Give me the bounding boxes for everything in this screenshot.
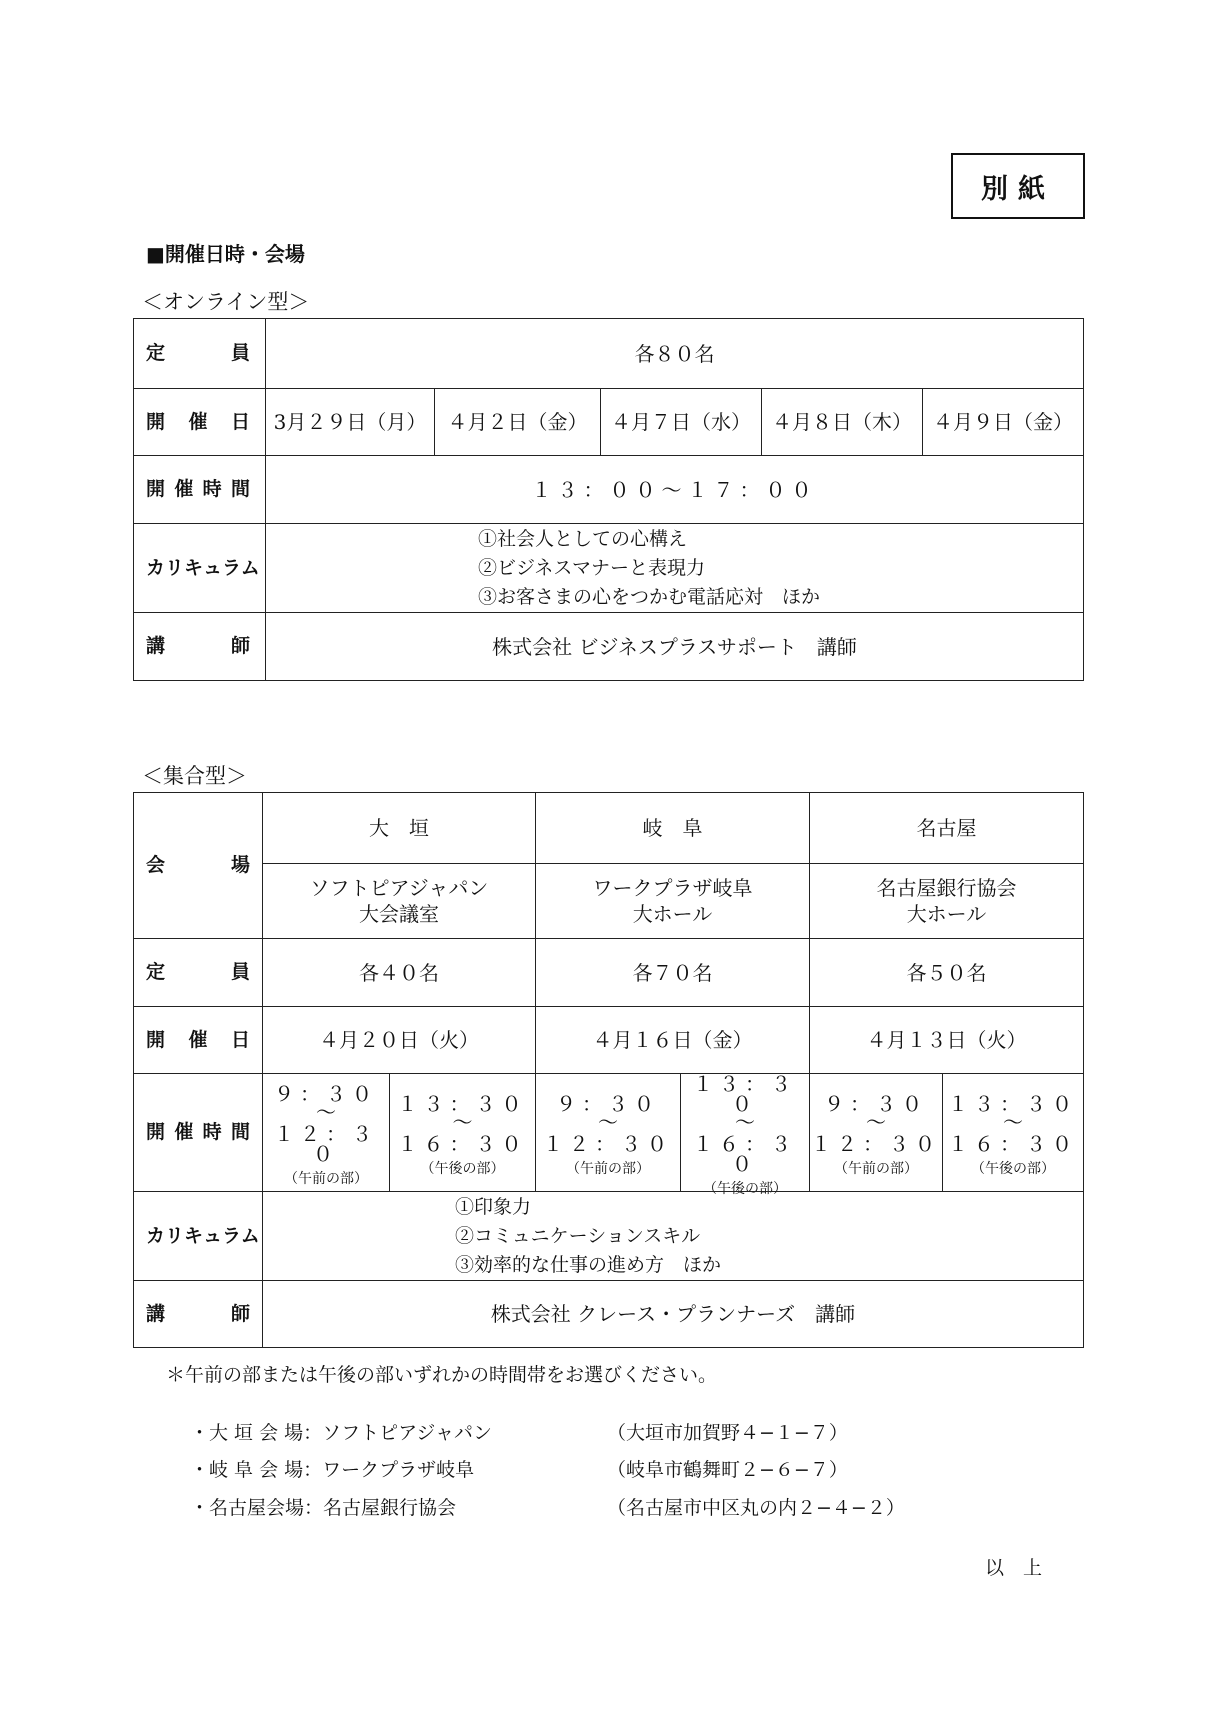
label-char: 間 (230, 1121, 250, 1144)
tilde: 〜 (316, 1099, 336, 1124)
online-capacity-label (133, 318, 266, 389)
label-char: 定 (146, 961, 166, 984)
date-nagoya: ４月１３日（火） (809, 1006, 1084, 1074)
label-char: 催 (188, 1028, 208, 1051)
curriculum-item: ③効率的な仕事の進め方 ほか (455, 1253, 722, 1276)
inperson-date-label (133, 1006, 263, 1074)
time-slot-am (535, 1073, 681, 1192)
inperson-curriculum-label: カリキュラム (133, 1191, 263, 1281)
tilde: 〜 (1003, 1109, 1023, 1134)
venue-gifu (535, 863, 810, 939)
label-char: 開 (146, 1121, 166, 1144)
venue-list-name: ・岐 阜 会 場：ワークプラザ岐阜 (190, 1459, 475, 1481)
inperson-venue-label (133, 792, 263, 939)
label-char: 時 (202, 1121, 222, 1144)
label-char: 催 (174, 1121, 194, 1144)
label-char: 師 (230, 1302, 250, 1325)
inperson-subtitle: ＜集合型＞ (142, 764, 247, 788)
curriculum-item: ③お客さまの心をつかむ電話応対 ほか (478, 585, 821, 608)
tilde: 〜 (866, 1109, 886, 1134)
time-slot-pm (680, 1071, 810, 1197)
online-curriculum (265, 523, 1084, 613)
label-char: 日 (230, 410, 250, 433)
label-char: 講 (146, 635, 166, 658)
inperson-instructor: 株式会社 クレース・プランナーズ 講師 (262, 1280, 1084, 1348)
online-instructor: 株式会社 ビジネスプラスサポート 講師 (265, 612, 1084, 681)
online-date-label (133, 388, 266, 456)
city-ogaki: 大 垣 (262, 792, 536, 864)
tilde: 〜 (735, 1109, 755, 1134)
venue-name: 名古屋銀行協会 (876, 876, 1017, 900)
venue-name: ソフトピアジャパン (309, 876, 489, 900)
session-note: ＊午前の部または午後の部いずれかの時間帯をお選びください。 (166, 1364, 718, 1386)
start-time: ９：３０ (274, 1081, 378, 1106)
label-char: 間 (230, 478, 250, 501)
label-char: 開 (146, 478, 166, 501)
end-time: １２：３０ (274, 1121, 378, 1166)
label-char: 講 (146, 1302, 166, 1325)
online-time-label (133, 455, 266, 524)
time-slot-pm (942, 1073, 1084, 1192)
tilde: 〜 (452, 1109, 473, 1134)
venue-name: ワークプラザ岐阜 (592, 876, 753, 900)
date-gifu: ４月１６日（金） (535, 1006, 810, 1074)
curriculum-item: ①社会人としての心構え (478, 527, 688, 550)
label-char: 会 (146, 854, 166, 877)
session-label: （午前の部） (284, 1170, 368, 1187)
label-char: 員 (230, 342, 250, 365)
online-date: ４月８日（木） (761, 388, 923, 456)
start-time: ９：３０ (556, 1091, 660, 1116)
inperson-curriculum (262, 1191, 1084, 1281)
end-time: １２：３０ (811, 1131, 941, 1156)
online-date: ４月７日（水） (600, 388, 762, 456)
end-time: １６：３０ (693, 1131, 797, 1176)
label-char: 催 (174, 478, 194, 501)
online-time: １３：００〜１７：００ (265, 455, 1084, 524)
date-ogaki: ４月２０日（火） (262, 1006, 536, 1074)
end-time: １６：３０ (948, 1131, 1078, 1156)
curriculum-item: ②コミュニケーションスキル (455, 1224, 701, 1247)
capacity-gifu: 各７０名 (535, 938, 810, 1007)
online-date: ４月２日（金） (434, 388, 601, 456)
session-label: （午前の部） (566, 1160, 650, 1177)
label-char: 催 (188, 410, 208, 433)
badge-text: 別紙 (981, 173, 1055, 205)
capacity-ogaki: 各４０名 (262, 938, 536, 1007)
online-curriculum-label: カリキュラム (133, 523, 266, 613)
label-char: 日 (230, 1028, 250, 1051)
city-gifu: 岐 阜 (535, 792, 810, 864)
time-slot-am (262, 1073, 390, 1192)
start-time: １３：３０ (397, 1091, 528, 1116)
online-date: ４月９日（金） (922, 388, 1084, 456)
attachment-badge (951, 153, 1085, 219)
session-label: （午後の部） (703, 1180, 787, 1197)
label-char: 員 (230, 961, 250, 984)
venue-list-address: （岐阜市鶴舞町２−６−７） (607, 1459, 848, 1481)
start-time: １３：３０ (948, 1091, 1078, 1116)
capacity-nagoya: 各５０名 (809, 938, 1084, 1007)
start-time: １３：３０ (693, 1071, 797, 1116)
inperson-time-label (133, 1073, 263, 1192)
venue-list-name: ・名古屋会場：名古屋銀行協会 (190, 1497, 457, 1519)
start-time: ９：３０ (824, 1091, 928, 1116)
time-slot-am (809, 1073, 943, 1192)
session-label: （午前の部） (834, 1160, 918, 1177)
closing-mark: 以 上 (985, 1557, 1043, 1579)
city-nagoya: 名古屋 (809, 792, 1084, 864)
venue-room: 大会議室 (359, 902, 439, 926)
tilde: 〜 (598, 1109, 618, 1134)
venue-nagoya (809, 863, 1084, 939)
venue-list-name: ・大 垣 会 場：ソフトピアジャパン (190, 1422, 492, 1444)
end-time: １２：３０ (543, 1131, 673, 1156)
inperson-instructor-label (133, 1280, 263, 1348)
session-label: （午後の部） (971, 1160, 1055, 1177)
venue-ogaki (262, 863, 536, 939)
label-char: 師 (230, 635, 250, 658)
end-time: １６：３０ (397, 1131, 528, 1156)
online-capacity: 各８０名 (265, 318, 1084, 389)
label-char: 時 (202, 478, 222, 501)
venue-room: 大ホール (632, 902, 713, 926)
label-char: 開 (146, 1028, 166, 1051)
time-slot-pm (389, 1073, 536, 1192)
online-instructor-label (133, 612, 266, 681)
curriculum-item: ①印象力 (455, 1195, 532, 1218)
venue-room: 大ホール (906, 902, 987, 926)
session-label: （午後の部） (420, 1160, 505, 1177)
inperson-capacity-label (133, 938, 263, 1007)
label-char: 開 (146, 410, 166, 433)
label-char: 場 (230, 854, 250, 877)
venue-list-address: （大垣市加賀野４−１−７） (607, 1422, 848, 1444)
online-subtitle: ＜オンライン型＞ (142, 290, 310, 314)
online-date: 3月２９日（月） (265, 388, 435, 456)
label-char: 定 (146, 342, 166, 365)
section-heading: ■開催日時・会場 (146, 242, 305, 266)
venue-list-address: （名古屋市中区丸の内２−４−２） (607, 1497, 905, 1519)
curriculum-item: ②ビジネスマナーと表現力 (478, 556, 706, 579)
